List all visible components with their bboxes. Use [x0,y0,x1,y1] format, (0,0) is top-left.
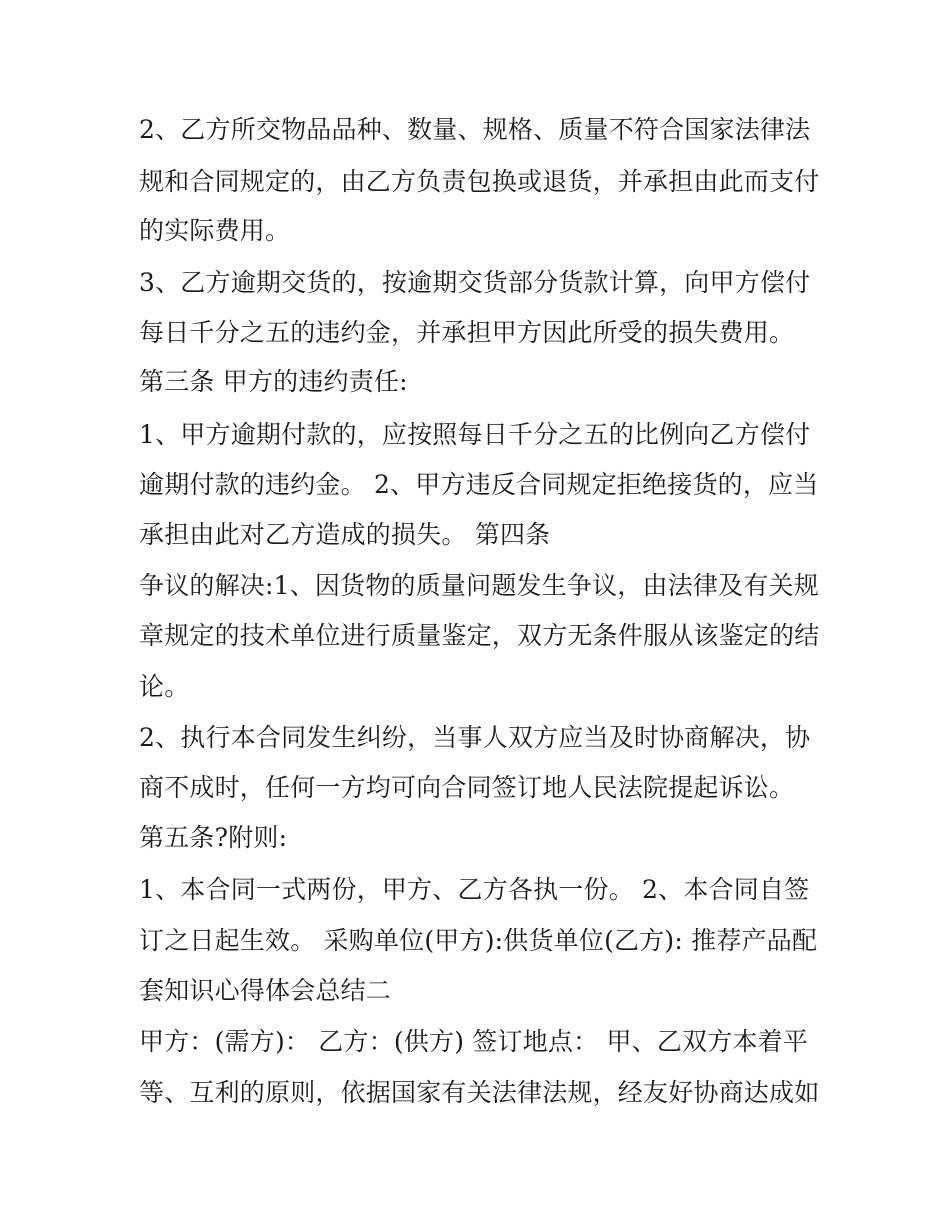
text-line: 商不成时，任何一方均可向合同签订地人民法院提起诉讼。 [139,773,795,802]
text-line: 的实际费用。 [139,216,291,245]
text-line: 1、甲方逾期付款的，应按照每日千分之五的比例向乙方偿付 [139,420,811,449]
text-line: 逾期付款的违约金。 2、甲方违反合同规定拒绝接货的，应当 [139,470,819,499]
text-line: 3、乙方逾期交货的，按逾期交货部分货款计算，向甲方偿付 [139,268,811,297]
text-line: 2、执行本合同发生纠纷，当事人双方应当及时协商解决，协 [139,723,811,752]
text-line: 规和合同规定的，由乙方负责包换或退货，并承担由此而支付 [139,167,820,196]
text-line: 等、互利的原则，依据国家有关法律法规，经友好协商达成如 [139,1078,820,1107]
text-line: 每日千分之五的违约金，并承担甲方因此所受的损失费用。 [139,318,795,347]
text-line: 2、乙方所交物品品种、数量、规格、质量不符合国家法律法 [139,115,811,144]
text-line: 论。 [139,672,190,701]
text-line: 套知识心得体会总结二 [139,976,392,1005]
text-line: 争议的解决:1、因货物的质量问题发生争议，由法律及有关规 [139,571,819,600]
section-heading: 第五条?附则: [139,823,288,852]
text-line: 甲方：(需方)： 乙方：(供方) 签订地点： 甲、乙双方本着平 [139,1027,809,1056]
text-line: 订之日起生效。 采购单位(甲方):供货单位(乙方): 推荐产品配 [139,926,818,955]
text-line: 章规定的技术单位进行质量鉴定，双方无条件服从该鉴定的结 [139,621,820,650]
section-heading: 第三条 甲方的违约责任: [139,367,408,396]
text-line: 承担由此对乙方造成的损失。 第四条 [139,520,551,549]
text-line: 1、本合同一式两份，甲方、乙方各执一份。 2、本合同自签 [139,875,810,904]
